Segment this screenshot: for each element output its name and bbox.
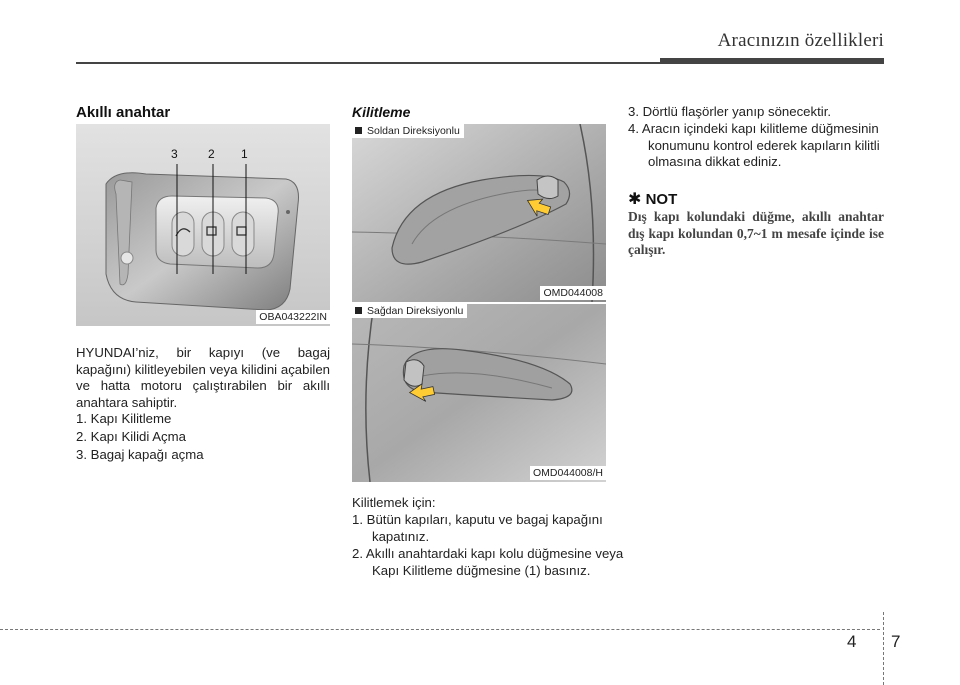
section-title: Akıllı anahtar	[76, 104, 171, 121]
figure-caption: Sağdan Direksiyonlu	[352, 304, 467, 318]
figure-code: OMD044008	[540, 286, 606, 300]
callout-2: 2	[208, 147, 215, 161]
footer-dashed-line	[0, 629, 880, 630]
step-item: 2. Akıllı anahtardaki kapı kolu düğmesine veya Kapı Kilitleme düğmesine (1) basınız.	[352, 546, 624, 578]
page-number: 7	[891, 632, 901, 651]
figure-code: OBA043222IN	[256, 310, 330, 324]
figure-caption: Soldan Direksiyonlu	[352, 124, 464, 138]
step-item: 4. Aracın içindeki kapı kilitleme düğmesinin konumunu kontrol ederek kapıların kilitli olmasına dikkat ediniz.	[628, 121, 880, 169]
header-rule-accent	[660, 58, 884, 64]
bullet-square-icon	[355, 307, 362, 314]
list-item: 3. Bagaj kapağı açma	[76, 447, 204, 462]
chapter-title: Aracınızın özellikleri	[717, 30, 884, 51]
bullet-square-icon	[355, 127, 362, 134]
intro-paragraph: HYUNDAI’niz, bir kapıyı (ve bagaj kapağını) kilitleyebilen veya kilidini açabilen ve hatta motoru çalıştırabilen bir akıllı anahtara sahiptir.	[76, 345, 330, 410]
list-item: 1. Kapı Kilitleme	[76, 411, 172, 426]
figure-code: OMD044008/H	[530, 466, 606, 480]
subsection-title: Kilitleme	[352, 104, 411, 120]
step-item: 3. Dörtlü flaşörler yanıp sönecektir.	[628, 104, 832, 119]
note-heading: ✱ NOT	[628, 191, 678, 208]
lock-intro: Kilitlemek için:	[352, 495, 436, 510]
page-section-number: 4	[847, 632, 857, 651]
smart-key-photo	[76, 124, 330, 326]
step-item: 1. Bütün kapıları, kaputu ve bagaj kapağını kapatınız.	[352, 512, 603, 544]
callout-1: 1	[241, 147, 248, 161]
door-handle-photo-rhd	[352, 304, 606, 482]
note-text: Dış kapı kolundaki düğme, akıllı anahtar dış kapı kolundan 0,7~1 m mesafe içinde ise çalışır.	[628, 209, 884, 257]
asterisk-icon: ✱	[628, 191, 642, 208]
callout-3: 3	[171, 147, 178, 161]
footer-dashed-vertical	[883, 612, 884, 685]
door-handle-photo-lhd	[352, 124, 606, 302]
list-item: 2. Kapı Kilidi Açma	[76, 429, 186, 444]
